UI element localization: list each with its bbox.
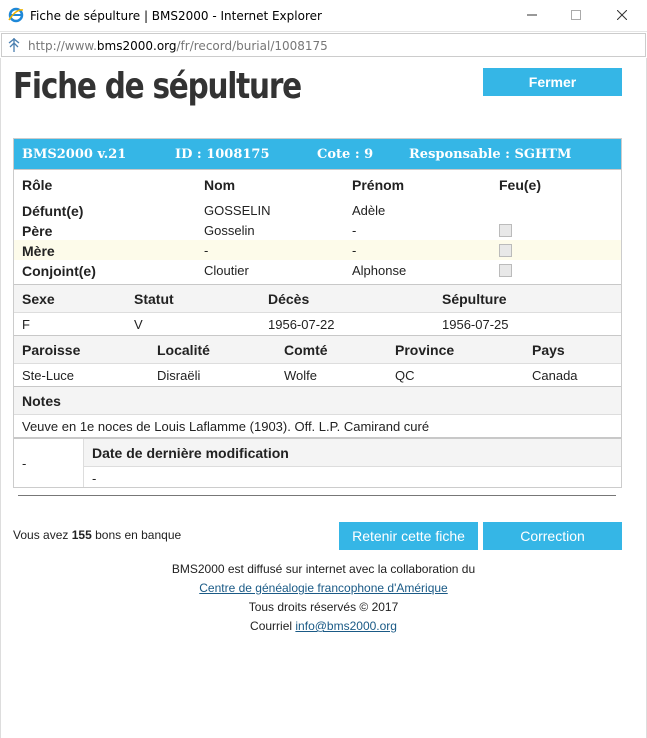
bank-prefix: Vous avez — [13, 528, 69, 542]
header-feu: Feu(e) — [499, 177, 541, 193]
page-title: Fiche de sépulture — [13, 66, 301, 107]
value-localite: Disraëli — [157, 368, 201, 383]
location-section — [14, 335, 621, 386]
header-sepulture: Sépulture — [442, 291, 507, 307]
bank-suffix: bons en banque — [95, 528, 182, 542]
bank-count: 155 — [71, 528, 92, 542]
url-prefix: http://www. — [28, 39, 97, 53]
feu-checkbox[interactable] — [499, 264, 512, 277]
value-pays: Canada — [532, 368, 578, 383]
bank-status — [13, 528, 181, 542]
vital-header-row — [14, 285, 621, 313]
page-content — [0, 58, 647, 738]
notes-text: Veuve en 1e noces de Louis Laflamme (1903). Off. L.P. Camirand curé — [22, 419, 430, 434]
maximize-icon — [571, 10, 581, 20]
minimize-icon — [527, 10, 537, 20]
person-role: Mère — [22, 243, 55, 259]
person-nom: GOSSELIN — [204, 203, 271, 218]
cgfa-link[interactable]: Centre de généalogie francophone d'Amérique — [199, 581, 448, 595]
header-statut: Statut — [134, 291, 174, 307]
notes-section — [14, 386, 621, 437]
persons-header-row — [14, 170, 621, 200]
maximize-button[interactable] — [556, 0, 596, 30]
record-version: BMS2000 v.21 — [22, 147, 127, 162]
keep-record-button[interactable]: Retenir cette fiche — [339, 522, 478, 550]
burial-record — [13, 138, 622, 488]
location-value-row — [14, 364, 621, 386]
close-window-button[interactable] — [602, 0, 642, 30]
vital-value-row — [14, 313, 621, 335]
persons-section — [14, 169, 621, 284]
header-paroisse: Paroisse — [22, 342, 81, 358]
email-prefix: Courriel — [250, 619, 293, 633]
feu-checkbox[interactable] — [499, 244, 512, 257]
record-header — [14, 139, 621, 169]
url-path: /fr/record/burial/1008175 — [176, 39, 328, 53]
header-role: Rôle — [22, 177, 53, 193]
footer-copyright: Tous droits réservés © 2017 — [248, 600, 399, 614]
record-responsable: Responsable : SGHTM — [409, 147, 572, 162]
header-localite: Localité — [157, 342, 210, 358]
header-province: Province — [395, 342, 455, 358]
record-cote: Cote : 9 — [317, 147, 374, 162]
person-prenom: - — [352, 223, 357, 238]
person-row — [14, 200, 621, 220]
person-nom: Cloutier — [204, 263, 249, 278]
header-sexe: Sexe — [22, 291, 55, 307]
divider — [18, 495, 616, 496]
email-link[interactable]: info@bms2000.org — [295, 619, 397, 633]
person-role: Défunt(e) — [22, 203, 84, 219]
footer — [1, 560, 646, 636]
notes-value-row — [14, 415, 621, 437]
notes-header-row — [14, 387, 621, 415]
person-role: Conjoint(e) — [22, 263, 96, 279]
header-nom: Nom — [204, 177, 236, 193]
value-sepulture: 1956-07-25 — [442, 317, 509, 332]
modification-header — [84, 439, 621, 467]
person-row — [14, 220, 621, 240]
value-province: QC — [395, 368, 415, 383]
window-title: Fiche de sépulture | BMS2000 - Internet Explorer — [30, 9, 322, 23]
address-bar[interactable] — [1, 33, 646, 57]
location-header-row — [14, 336, 621, 364]
modification-value: - — [92, 471, 97, 486]
footer-line-1: BMS2000 est diffusé sur internet avec la collaboration du — [171, 562, 476, 576]
value-paroisse: Ste-Luce — [22, 368, 75, 383]
value-comte: Wolfe — [284, 368, 317, 383]
header-pays: Pays — [532, 342, 565, 358]
header-prenom: Prénom — [352, 177, 405, 193]
internet-explorer-icon — [8, 7, 24, 23]
person-prenom: Alphonse — [352, 263, 407, 278]
value-statut: V — [134, 317, 143, 332]
footer-email-line — [1, 617, 646, 636]
person-row — [14, 240, 621, 260]
modification-label: Date de dernière modification — [92, 445, 289, 461]
url-text[interactable] — [28, 39, 328, 53]
header-comte: Comté — [284, 342, 328, 358]
header-deces: Décès — [268, 291, 310, 307]
notes-label: Notes — [22, 393, 61, 409]
vital-section — [14, 284, 621, 335]
close-button[interactable]: Fermer — [483, 68, 622, 96]
feu-checkbox[interactable] — [499, 224, 512, 237]
url-host: bms2000.org — [96, 39, 177, 53]
record-id: ID : 1008175 — [175, 147, 270, 162]
modification-left-text: - — [22, 456, 27, 471]
correction-button[interactable]: Correction — [483, 522, 622, 550]
modification-left-cell — [14, 439, 84, 487]
value-deces: 1956-07-22 — [268, 317, 335, 332]
person-role: Père — [22, 223, 53, 239]
person-nom: - — [204, 243, 209, 258]
person-nom: Gosselin — [204, 223, 255, 238]
page-icon — [6, 37, 22, 53]
person-prenom: Adèle — [352, 203, 386, 218]
minimize-button[interactable] — [512, 0, 552, 30]
person-prenom: - — [352, 243, 357, 258]
person-row — [14, 260, 621, 280]
value-sexe: F — [22, 317, 30, 332]
close-icon — [617, 10, 627, 20]
modification-section — [14, 437, 621, 487]
window-titlebar — [0, 0, 647, 32]
